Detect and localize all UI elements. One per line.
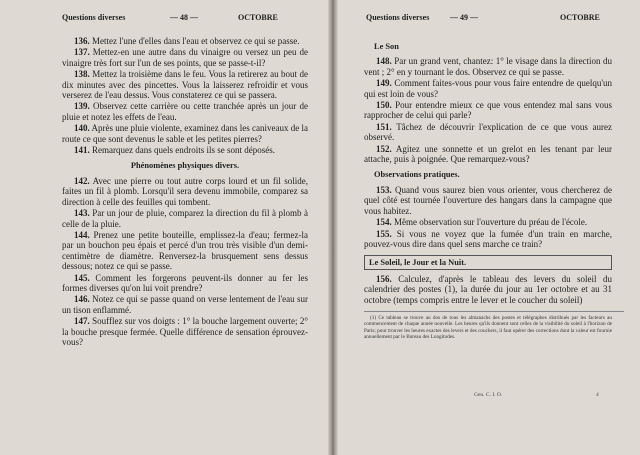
question-item bbox=[62, 123, 308, 144]
question-text: Remarquez dans quels endroits ils se sont déposés. bbox=[92, 145, 275, 156]
question-item bbox=[62, 176, 308, 207]
left-page-body bbox=[62, 36, 308, 348]
right-page bbox=[334, 0, 640, 455]
question-item bbox=[364, 122, 612, 143]
question-item bbox=[364, 144, 612, 165]
question-text: Par un grand vent, chantez: 1° le visage dans la direction du vent ; 2° en y tournant le dos. Observez ce qui se passe. bbox=[364, 56, 613, 77]
question-text: Prenez une petite bouteille, emplissez-la d'eau; fermez-la par un bouchon peu épais et percé d'un trou très visible d'un demi-centimètre de diamètre. Renversez-la brusquement sens dessus dessous; notez ce qui se passe. bbox=[62, 229, 308, 272]
right-header-month: OCTOBRE bbox=[560, 13, 600, 22]
question-number: 150. bbox=[376, 100, 392, 111]
question-number: 143. bbox=[74, 208, 90, 219]
question-item bbox=[364, 78, 612, 99]
question-number: 152. bbox=[376, 143, 392, 154]
question-number: 144. bbox=[74, 229, 90, 240]
question-item bbox=[364, 217, 612, 227]
question-text: Pour entendre mieux ce que vous entendez mal sans vous rapprocher de celui qui parle? bbox=[364, 100, 613, 121]
question-text: Observez cette carrière ou cette tranchée après un jour de pluie et notez les effets de l'eau. bbox=[62, 101, 309, 122]
question-item bbox=[62, 316, 308, 347]
section-title: Le Son bbox=[374, 42, 399, 51]
question-text: Agitez une sonnette et un grelot en les tenant par leur attache, puis à poignée. Que remarquez-vous? bbox=[364, 143, 612, 165]
question-text: Mettez la troisième dans le feu. Vous la retirerez au bout de dix minutes avec des pincettes. Vous la laisserez refroidir et vous verserez de l'eau dessus. Vous constaterez ce qui se passera. bbox=[62, 69, 309, 101]
question-number: 136. bbox=[74, 36, 90, 46]
question-number: 145. bbox=[74, 272, 90, 283]
left-header-title: Questions diverses bbox=[62, 13, 126, 22]
question-number: 153. bbox=[376, 184, 392, 195]
question-number: 147. bbox=[74, 316, 90, 327]
question-text: Mettez-en une autre dans du vinaigre ou versez un peu de vinaigre très fort sur l'un de ses points, que se passe-t-il? bbox=[62, 47, 308, 68]
question-item bbox=[62, 69, 308, 100]
question-text: Même observation sur l'ouverture du préau de l'école. bbox=[394, 217, 588, 228]
question-number: 138. bbox=[74, 69, 90, 80]
question-text: Comment les forgerons peuvent-ils donner au fer les formes diverses qu'on lui voit prendre? bbox=[62, 272, 308, 293]
question-text: Mettez l'une d'elles dans l'eau et observez ce qui se passe. bbox=[92, 36, 300, 46]
question-number: 146. bbox=[74, 294, 90, 305]
question-item bbox=[62, 230, 308, 272]
question-item bbox=[62, 145, 308, 155]
question-number: 141. bbox=[74, 145, 90, 156]
question-item bbox=[364, 56, 612, 77]
question-item bbox=[62, 36, 308, 46]
footnote-divider bbox=[364, 311, 624, 312]
section-title: Le Soleil, le Jour et la Nuit. bbox=[364, 255, 612, 269]
question-text: Avec une pierre ou tout autre corps lourd et un fil solide, faites un fil à plomb. Lorsqu'il sera devenu immobile, comparez sa direction à celle des feuilles qui tombent. bbox=[62, 175, 308, 207]
right-page-body bbox=[364, 36, 612, 341]
right-header-title: Questions diverses bbox=[366, 13, 430, 22]
question-number: 139. bbox=[74, 101, 90, 112]
right-page-number: — 49 — bbox=[450, 13, 478, 22]
question-text: Notez ce qui se passe quand on verse lentement de l'eau sur un tison enflammé. bbox=[62, 294, 309, 315]
sheet-number: 4 bbox=[596, 392, 599, 398]
question-text: Calculez, d'après le tableau des levers du soleil du calendrier des postes (1), la durée du jour au 1er octobre et au 31 octobre (temps compris entre le lever et le coucher du soleil) bbox=[364, 273, 612, 305]
left-header-month: OCTOBRE bbox=[238, 13, 278, 22]
footnote: (1) Ce tableau se trouve au dos de tous les almanachs des postes et télégraphes distribués par les facteurs au commencement de chaque année nouvelle. Les heures qu'ils donnent sont celles de la visibilité du soleil à l'horizon de Paris; pour trouver les heures exactes des levers et des couchers, il faut opérer des corrections dont la valeur est fournie annuellement par le Bureau des Longitudes. bbox=[364, 314, 612, 341]
question-number: 140. bbox=[74, 123, 90, 134]
question-text: Soufflez sur vos doigts : 1° la bouche largement ouverte; 2° la bouche presque fermée. Quelle différence de sensation éprouvez-vous? bbox=[62, 316, 308, 347]
section-title: Phénomènes physiques divers. bbox=[130, 161, 240, 171]
question-number: 151. bbox=[376, 121, 392, 132]
question-item bbox=[62, 47, 308, 68]
question-item bbox=[364, 100, 612, 121]
section-title: Observations pratiques. bbox=[374, 170, 460, 180]
question-number: 156. bbox=[376, 273, 392, 284]
question-item bbox=[62, 208, 308, 229]
question-number: 154. bbox=[376, 217, 392, 228]
left-page-number: — 48 — bbox=[170, 13, 198, 22]
question-number: 142. bbox=[74, 175, 90, 186]
question-number: 148. bbox=[376, 56, 392, 67]
question-text: Comment faites-vous pour vous faire entendre de quelqu'un qui est loin de vous? bbox=[364, 78, 612, 99]
question-item bbox=[62, 273, 308, 294]
question-text: Tâchez de découvrir l'explication de ce que vous aurez observé. bbox=[364, 121, 612, 143]
question-item bbox=[62, 294, 308, 315]
question-item bbox=[364, 274, 612, 305]
question-item bbox=[364, 185, 612, 216]
question-item bbox=[62, 101, 308, 122]
question-text: Par un jour de pluie, comparez la direction du fil à plomb à celle de la pluie. bbox=[62, 208, 309, 229]
question-text: Après une pluie violente, examinez dans les caniveaux de la route ce que sont devenus le sable et les petites pierres? bbox=[62, 123, 308, 144]
question-number: 149. bbox=[376, 78, 392, 89]
question-number: 155. bbox=[376, 228, 392, 239]
question-text: Si vous ne voyez que la fumée d'un train en marche, pouvez-vous dire dans quel sens marche ce train? bbox=[364, 228, 613, 249]
question-number: 137. bbox=[74, 47, 90, 58]
question-item bbox=[364, 229, 612, 250]
printer-signature: Gen. C. I. O. bbox=[474, 392, 503, 398]
book-gutter bbox=[328, 0, 338, 455]
question-text: Quand vous saurez bien vous orienter, vous chercherez de quel côté est tournée l'ouverture des hangars dans la campagne que vous habitez. bbox=[364, 184, 613, 216]
